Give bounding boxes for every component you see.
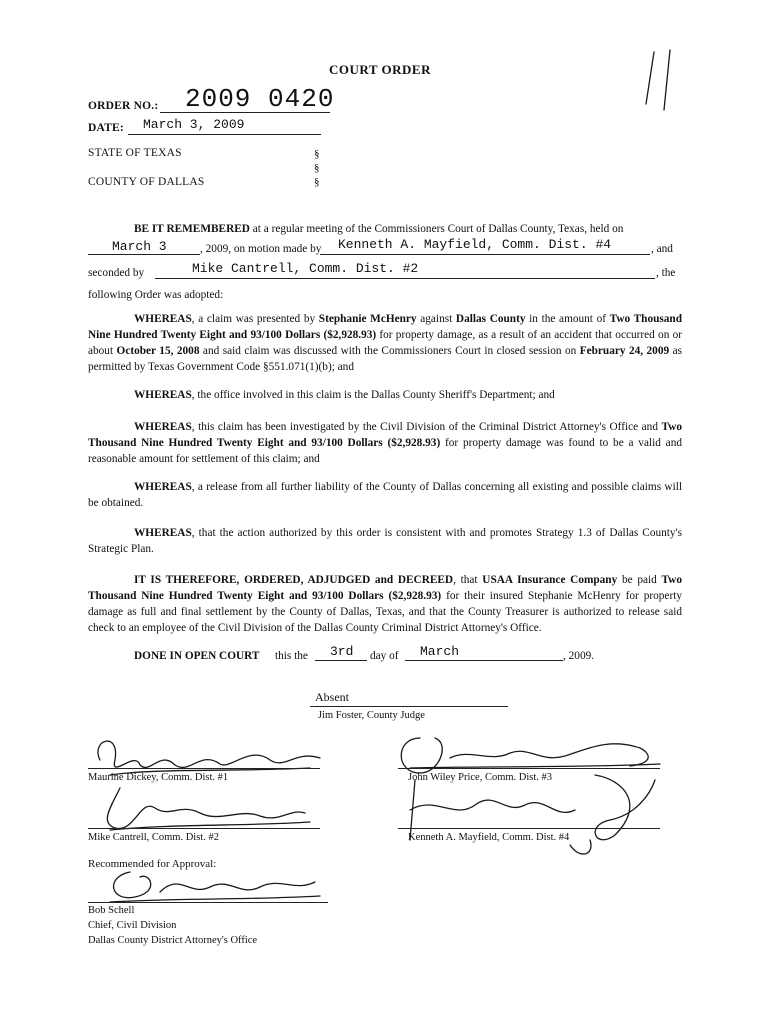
recommended-label: Recommended for Approval: [88,858,217,870]
whereas-lead: WHEREAS [134,389,192,401]
order-no-line [160,112,330,113]
intro-text-1: at a regular meeting of the Commissioners Court of Dallas County, Texas, held on [252,223,624,235]
whereas-lead: WHEREAS [134,481,192,493]
done-text-3: , 2009. [563,650,595,662]
whereas-text: , a release from all further liability of the County of Dallas concerning all existing and possible claims will be obtained. [88,481,682,509]
whereas-paragraph-4 [88,479,682,511]
chief-office: Dallas County District Attorney's Office [88,935,258,946]
claim-amount: Two Thousand Nine Hundred Twenty Eight and 93/100 Dollars ($2,928.93) [88,574,682,602]
meeting-date-line [88,254,200,255]
claim-amount: Two Thousand Nine Hundred Twenty Eight and 93/100 Dollars ($2,928.93) [88,421,682,449]
be-it-remembered: BE IT REMEMBERED [134,223,250,235]
dist4-name: Kenneth A. Mayfield, Comm. Dist. #4 [408,832,570,843]
whereas-lead: WHEREAS [134,527,192,539]
intro-text-2: , 2009, on motion made by [200,243,322,255]
judge-absent: Absent [315,690,349,704]
ordered-text: , that [453,574,483,586]
order-date: March 3, 2009 [143,117,245,132]
done-day-line [315,660,367,661]
dist2-signature-line [88,828,320,829]
whereas-paragraph-2 [88,387,682,403]
defendant-name: Dallas County [455,313,526,325]
done-text-2: day of [370,650,399,662]
whereas-text: for property damage, as a result of an accident that occurred on or about [88,329,682,357]
payee-name: USAA Insurance Company [482,574,618,586]
signature-dist2 [80,778,320,838]
session-date: February 24, 2009 [579,345,670,357]
intro-text-3: , and [651,243,673,255]
whereas-text: against [416,313,456,325]
done-month: March [420,644,460,659]
state-label: STATE OF TEXAS [88,147,182,159]
intro-text-5: following Order was adopted: [88,289,224,301]
document-title: COURT ORDER [329,62,431,77]
motion-line [320,254,650,255]
seconded-line [155,278,655,279]
dist3-name: John Wiley Price, Comm. Dist. #3 [408,772,553,783]
claimant-name: Stephanie McHenry [318,313,417,325]
seconded-label: seconded by [88,267,145,279]
ordered-paragraph [88,572,682,636]
whereas-text: as permitted by Texas Government Code §551.071(1)(b); and [88,345,682,373]
order-no-label: ORDER NO.: [88,100,159,112]
dist1-name: Maurine Dickey, Comm. Dist. #1 [88,772,229,783]
ordered-lead: IT IS THEREFORE, ORDERED, ADJUDGED and DECREED [134,574,454,586]
seconded-by: Mike Cantrell, Comm. Dist. #2 [192,261,419,276]
dist2-name: Mike Cantrell, Comm. Dist. #2 [88,832,219,843]
signature-dist4 [395,765,675,865]
whereas-paragraph-1 [88,311,682,375]
ordered-text: for their insured Stephanie McHenry for property damage as full and final settlement by the County of Dallas, Texas, and that the County Treasurer is authorized to release said check to an employee of the Civil Division of the Dallas County Criminal District Attorney's Office. [88,590,682,634]
chief-signature-line [88,902,328,903]
date-label: DATE: [88,122,124,134]
section-mark-1: § [314,148,320,160]
ordered-text: be paid [617,574,662,586]
whereas-text: , the office involved in this claim is the Dallas County Sheriff's Department; and [191,389,555,401]
judge-signature-line [310,706,508,707]
whereas-text: , that the action authorized by this order is consistent with and promotes Strategy 1.3 of Dallas County's Strategic Plan. [88,527,682,555]
section-mark-2: § [314,162,320,174]
motion-by: Kenneth A. Mayfield, Comm. Dist. #4 [338,237,612,252]
whereas-text: for property damage was found to be a valid and reasonable amount for settlement of this claim; and [88,437,682,465]
section-mark-3: § [314,176,320,188]
chief-title: Chief, Civil Division [88,920,177,931]
meeting-date: March 3 [112,239,167,254]
done-day: 3rd [330,644,354,659]
done-month-line [405,660,563,661]
whereas-text: and said claim was discussed with the Commissioners Court in closed session on [199,345,580,357]
order-number: 2009 0420 [185,84,335,114]
done-lead: DONE IN OPEN COURT [134,650,260,662]
intro-text-4: , the [656,267,676,279]
dist1-signature-line [88,768,320,769]
accident-date: October 15, 2008 [116,345,200,357]
whereas-text: in the amount of [525,313,610,325]
whereas-paragraph-5 [88,525,682,557]
intro-line-1 [88,221,682,237]
claim-amount: Two Thousand Nine Hundred Twenty Eight and 93/100 Dollars ($2,928.93) [88,313,682,341]
whereas-lead: WHEREAS [134,313,192,325]
county-label: COUNTY OF DALLAS [88,176,205,188]
chief-name: Bob Schell [88,905,135,916]
whereas-lead: WHEREAS [134,421,192,433]
judge-name: Jim Foster, County Judge [318,710,425,721]
date-line [128,134,321,135]
whereas-text: , this claim has been investigated by the Civil Division of the Criminal District Attorney's Office and [191,421,662,433]
done-text-1: this the [275,650,308,662]
signature-chief [100,862,330,912]
whereas-paragraph-3 [88,419,682,467]
margin-mark [640,48,690,118]
dist4-signature-line [398,828,660,829]
whereas-text: , a claim was presented by [191,313,319,325]
